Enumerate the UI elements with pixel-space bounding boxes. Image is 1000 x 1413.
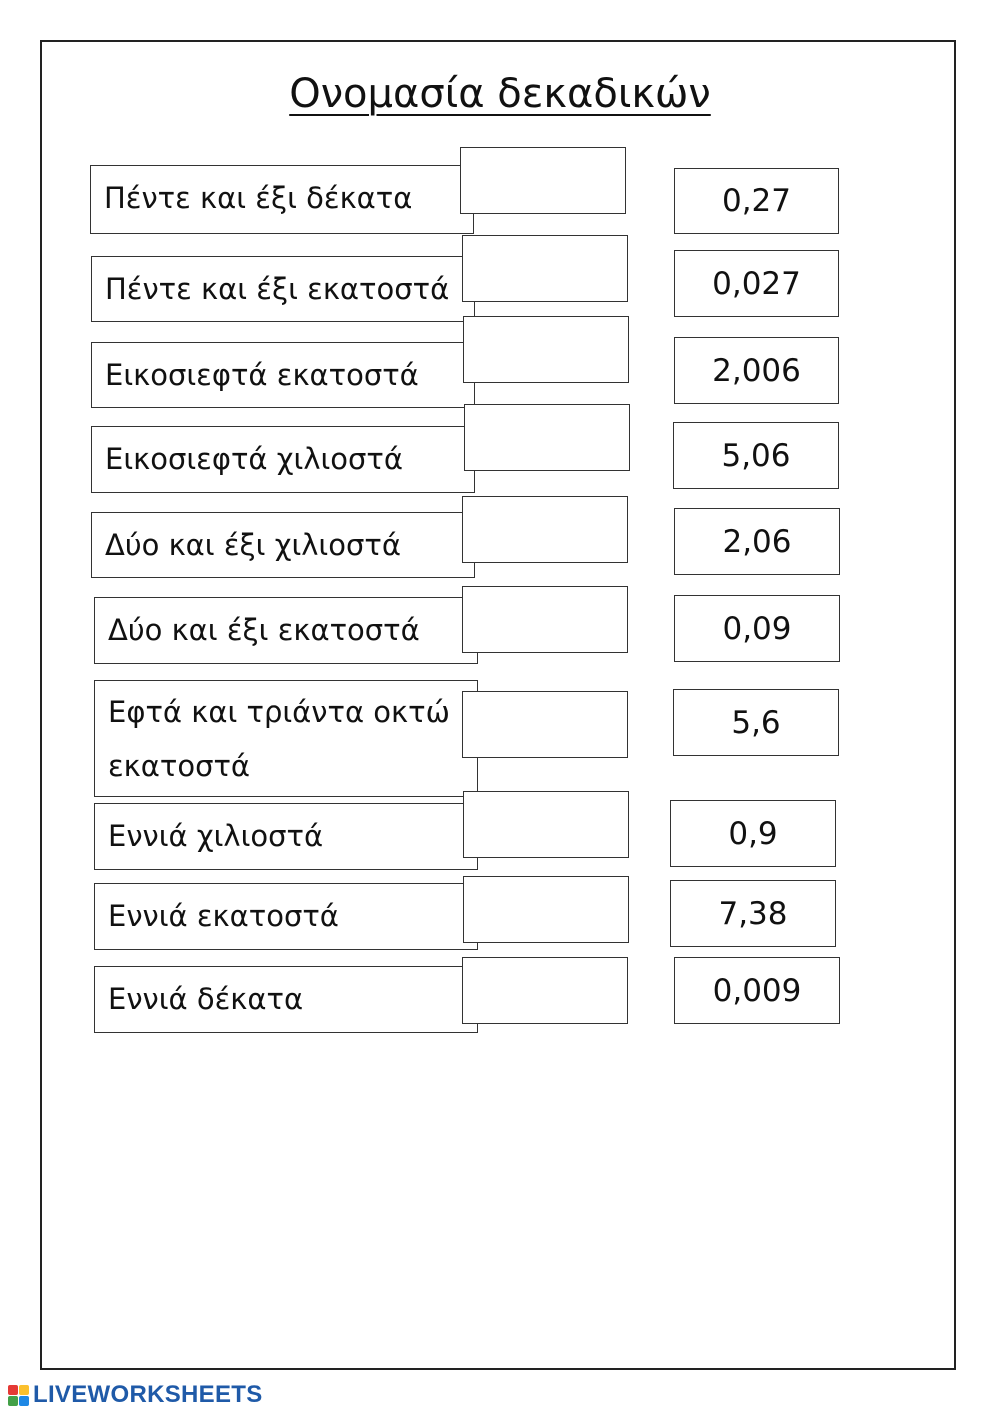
answer-drop-box-5[interactable]	[462, 496, 628, 563]
logo-square-green	[8, 1396, 18, 1406]
answer-drop-box-9[interactable]	[463, 876, 629, 943]
worksheet-title: Ονομασία δεκαδικών	[289, 71, 711, 117]
label-box-1: Πέντε και έξι δέκατα	[90, 165, 474, 234]
liveworksheets-logo-icon	[8, 1385, 29, 1406]
label-box-10: Εννιά δέκατα	[94, 966, 478, 1033]
logo-square-blue	[19, 1396, 29, 1406]
label-box-3: Εικοσιεφτά εκατοστά	[91, 342, 475, 408]
value-card-4[interactable]: 5,06	[673, 422, 839, 489]
worksheet-title-container	[0, 64, 1000, 124]
answer-drop-box-1[interactable]	[460, 147, 626, 214]
value-card-8[interactable]: 0,9	[670, 800, 836, 867]
answer-drop-box-2[interactable]	[462, 235, 628, 302]
label-box-6: Δύο και έξι εκατοστά	[94, 597, 478, 664]
label-box-2: Πέντε και έξι εκατοστά	[91, 256, 475, 322]
answer-drop-box-10[interactable]	[462, 957, 628, 1024]
label-box-5: Δύο και έξι χιλιοστά	[91, 512, 475, 578]
liveworksheets-brand-text: LIVEWORKSHEETS	[33, 1381, 263, 1408]
value-card-7[interactable]: 5,6	[673, 689, 839, 756]
answer-drop-box-6[interactable]	[462, 586, 628, 653]
value-card-1[interactable]: 0,27	[674, 168, 839, 234]
label-box-4: Εικοσιεφτά χιλιοστά	[91, 426, 475, 493]
answer-drop-box-4[interactable]	[464, 404, 630, 471]
answer-drop-box-7[interactable]	[462, 691, 628, 758]
label-box-8: Εννιά χιλιοστά	[94, 803, 478, 870]
value-card-10[interactable]: 0,009	[674, 957, 840, 1024]
value-card-9[interactable]: 7,38	[670, 880, 836, 947]
logo-square-red	[8, 1385, 18, 1395]
liveworksheets-logo[interactable]	[8, 1380, 263, 1410]
value-card-6[interactable]: 0,09	[674, 595, 840, 662]
value-card-2[interactable]: 0,027	[674, 250, 839, 317]
label-box-7: Εφτά και τριάντα οκτώ εκατοστά	[94, 680, 478, 797]
label-box-9: Εννιά εκατοστά	[94, 883, 478, 950]
answer-drop-box-8[interactable]	[463, 791, 629, 858]
value-card-5[interactable]: 2,06	[674, 508, 840, 575]
value-card-3[interactable]: 2,006	[674, 337, 839, 404]
logo-square-yellow	[19, 1385, 29, 1395]
answer-drop-box-3[interactable]	[463, 316, 629, 383]
